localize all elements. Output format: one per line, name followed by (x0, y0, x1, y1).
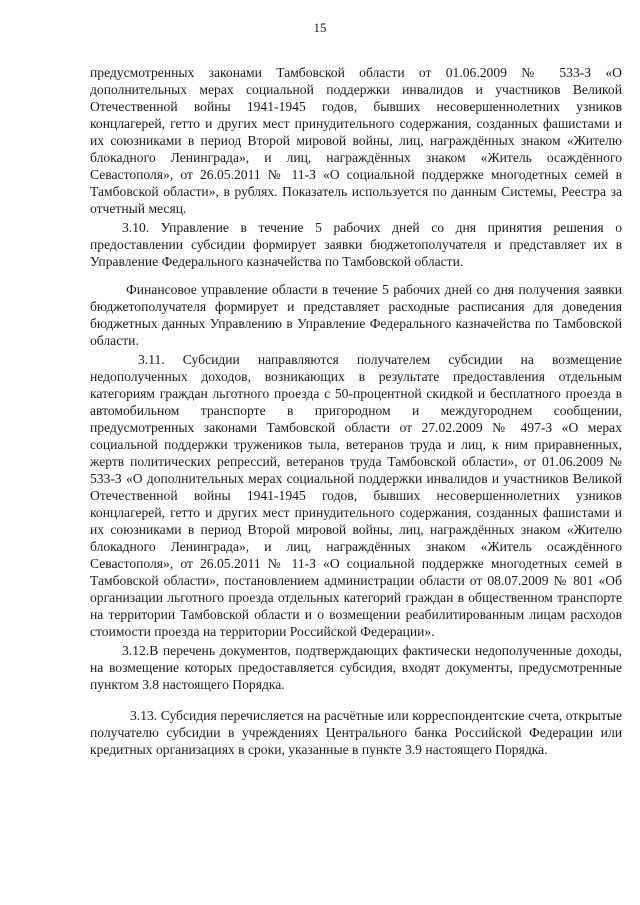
document-body (90, 64, 622, 758)
paragraph-3-11: 3.11. Субсидии направляются получателем субсидии на возмещение недополученных доходов, возникающих в результате предоставления отдельным категориям граждан льготного проезда с 50-процентной скидкой и бесплатного проезда в автомобильном транспорте в пригородном и междугороднем сообщении, предусмотренных законами Тамбовской области от 27.02.2009 № 497-З «О мерах социальной поддержки тружеников тыла, ветеранов труда и лиц, к ним приравненных, жертв политических репрессий, ветеранов труда Тамбовской области», от 01.06.2009 № 533-З «О дополнительных мерах социальной поддержки инвалидов и участников Великой Отечественной войны 1941-1945 годов, бывших несовершеннолетних узников концлагерей, гетто и других мест принудительного содержания, созданных фашистами и их союзниками в период Второй мировой войны, лиц, награждённых знаком «Жителю блокадного Ленинграда», и лиц, награждённых знаком «Житель осаждённого Севастополя», от 26.05.2011 № 11-З «О социальной поддержке многодетных семей в Тамбовской области», постановлением администрации области от 08.07.2009 № 801 «Об организации льготного проезда отдельных категорий граждан в общественном транспорте на территории Тамбовской области и о возмещении реабилитированным лицам расходов стоимости проезда на территории Российской Федерации». (90, 352, 622, 639)
paragraph-3-10: 3.10. Управление в течение 5 рабочих дней со дня принятия решения о предоставлении субсидии формирует заявки бюджетополучателя и представляет их в Управление Федерального казначейства по Тамбовской области. (90, 220, 622, 269)
paragraph-continuation: предусмотренных законами Тамбовской области от 01.06.2009 № 533-З «О дополнительных мерах социальной поддержки инвалидов и участников Великой Отечественной войны 1941-1945 годов, бывших несовершеннолетних узников концлагерей, гетто и других мест принудительного содержания, созданных фашистами и их союзниками в период Второй мировой войны, лиц, награждённых знаком «Жителю блокадного Ленинграда», и лиц, награждённых знаком «Житель осаждённого Севастополя», от 26.05.2011 № 11-З «О социальной поддержке многодетных семей в Тамбовской области», в рублях. Показатель используется по данным Системы, Реестра за отчетный месяц. (90, 65, 622, 216)
paragraph-3-12: 3.12.В перечень документов, подтверждающих фактически недополученные доходы, на возмещение которых предоставляется субсидия, входят документы, предусмотренные пунктом 3.8 настоящего Порядка. (90, 643, 622, 692)
paragraph-3-13: 3.13. Субсидия перечисляется на расчётные или корреспондентские счета, открытые получателю субсидии в учреждениях Центрального банка Российской Федерации или кредитных организациях в сроки, указанные в пункте 3.9 настоящего Порядка. (90, 708, 622, 757)
paragraph-financial-department: Финансовое управление области в течение 5 рабочих дней со дня получения заявки бюджетополучателя формирует и представляет расходные расписания для доведения бюджетных данных Управлению в Управление Федерального казначейства по Тамбовской области. (90, 282, 622, 348)
page-number: 15 (313, 20, 327, 35)
